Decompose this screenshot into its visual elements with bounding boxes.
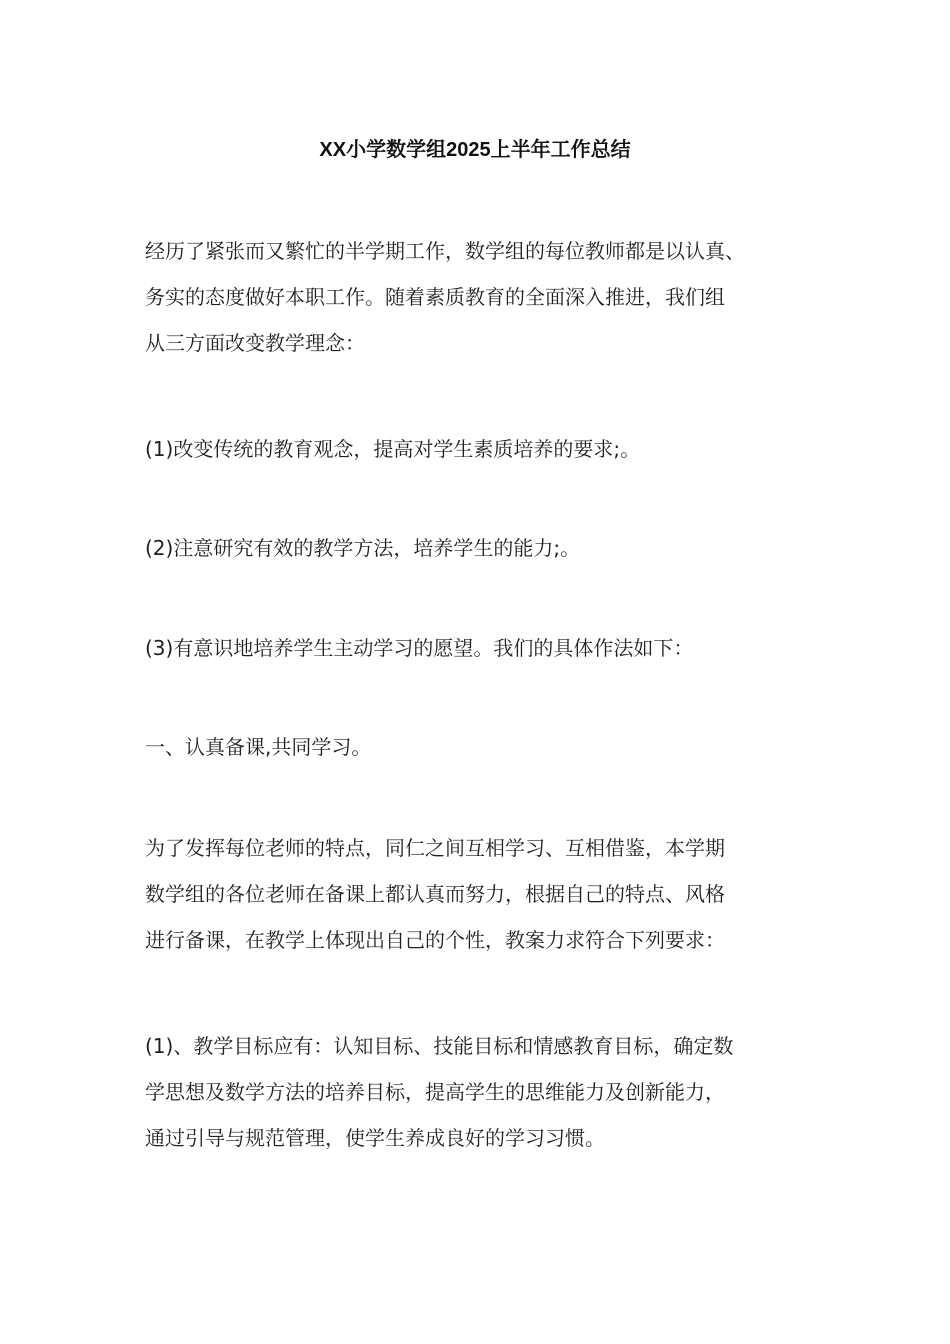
- text-line: 经历了紧张而又繁忙的半学期工作，数学组的每位教师都是以认真、: [145, 239, 745, 263]
- text-line: 通过引导与规范管理，使学生养成良好的学习习惯。: [145, 1126, 605, 1150]
- requirement-paragraph: [145, 1023, 815, 1161]
- document-title: XX小学数学组2025上半年工作总结: [319, 139, 631, 161]
- text-line: 从三方面改变教学理念：: [145, 331, 365, 355]
- text-line: 为了发挥每位老师的特点，同仁之间互相学习、互相借鉴，本学期: [145, 836, 725, 860]
- text-line: (1)改变传统的教育观念，提高对学生素质培养的要求;。: [145, 437, 641, 461]
- text-line: 进行备课，在教学上体现出自己的个性，教案力求符合下列要求：: [145, 928, 725, 952]
- text-line: 数学组的各位老师在备课上都认真而努力，根据自己的特点、风格: [145, 882, 725, 906]
- list-item-2: [145, 525, 815, 571]
- body-paragraph: [145, 825, 815, 963]
- text-line: 务实的态度做好本职工作。随着素质教育的全面深入推进，我们组: [145, 285, 725, 309]
- text-line: 一、认真备课,共同学习。: [145, 735, 372, 759]
- list-item-3: [145, 625, 815, 671]
- text-line: 学思想及数学方法的培养目标，提高学生的思维能力及创新能力，: [145, 1080, 725, 1104]
- text-line: (3)有意识地培养学生主动学习的愿望。我们的具体作法如下：: [145, 636, 694, 660]
- intro-paragraph: [145, 228, 815, 366]
- text-line: (1)、教学目标应有：认知目标、技能目标和情感教育目标，确定数: [145, 1034, 734, 1058]
- list-item-1: [145, 426, 815, 472]
- section-heading: [145, 724, 815, 770]
- text-line: (2)注意研究有效的教学方法，培养学生的能力;。: [145, 536, 581, 560]
